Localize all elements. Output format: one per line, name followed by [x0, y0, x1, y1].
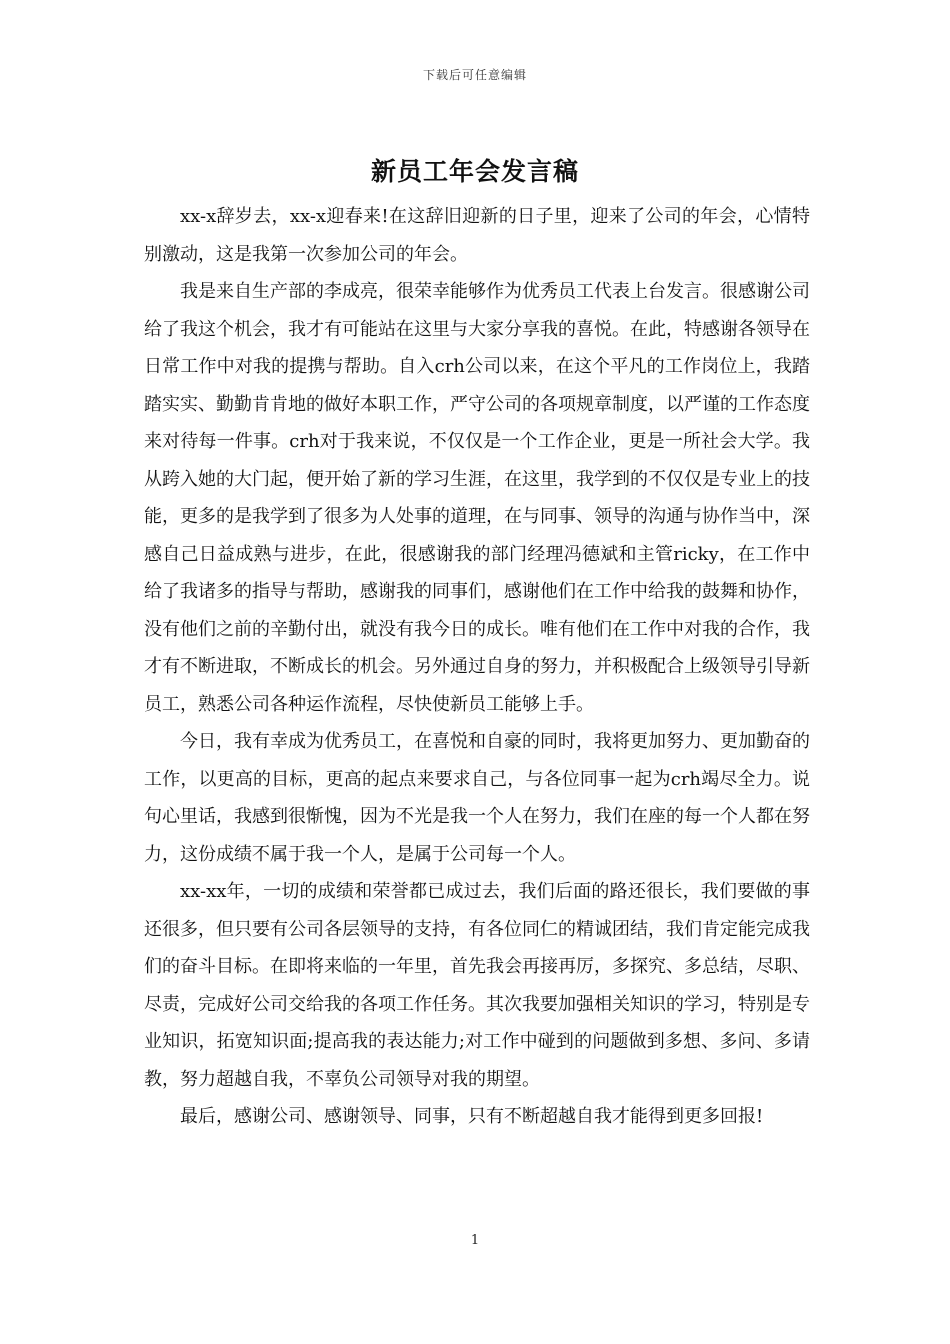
document-title: 新员工年会发言稿: [370, 157, 579, 186]
paragraph-closing: 最后，感谢公司、感谢领导、同事，只有不断超越自我才能得到更多回报!: [180, 1106, 764, 1127]
page-number: 1: [470, 1233, 480, 1248]
page-header-note: 下载后可任意编辑: [422, 68, 527, 82]
paragraph-commitment: 今日，我有幸成为优秀员工，在喜悦和自豪的同时，我将更加努力、更加勤奋的工作，以更高的目标，更高的起点来要求自己，与各位同事一起为crh竭尽全力。说句心里话，我感到很惭愧，因为不光是我一个人在努力，我们在座的每一个人都在努力，这份成绩不属于我一个人，是属于公司每一个人。: [144, 731, 810, 865]
paragraph-future-goals: xx-xx年，一切的成绩和荣誉都已成过去，我们后面的路还很长，我们要做的事还很多，但只要有公司各层领导的支持，有各位同仁的精诚团结，我们肯定能完成我们的奋斗目标。在即将来临的一年里，首先我会再接再厉，多探究、多总结，尽职、尽责，完成好公司交给我的各项工作任务。其次我要加强相关知识的学习，特别是专业知识，拓宽知识面;提高我的表达能力;对工作中碰到的问题做到多想、多问、多请教，努力超越自我，不辜负公司领导对我的期望。: [144, 881, 810, 1090]
document-body: [144, 198, 810, 1136]
paragraph-self-introduction: 我是来自生产部的李成亮，很荣幸能够作为优秀员工代表上台发言。很感谢公司给了我这个机会，我才有可能站在这里与大家分享我的喜悦。在此，特感谢各领导在日常工作中对我的提携与帮助。自入crh公司以来，在这个平凡的工作岗位上，我踏踏实实、勤勤肯肯地的做好本职工作，严守公司的各项规章制度，以严谨的工作态度来对待每一件事。crh对于我来说，不仅仅是一个工作企业，更是一所社会大学。我从跨入她的大门起，便开始了新的学习生涯，在这里，我学到的不仅仅是专业上的技能，更多的是我学到了很多为人处事的道理，在与同事、领导的沟通与协作当中，深感自己日益成熟与进步，在此，很感谢我的部门经理冯德斌和主管ricky，在工作中给了我诸多的指导与帮助，感谢我的同事们，感谢他们在工作中给我的鼓舞和协作，没有他们之前的辛勤付出，就没有我今日的成长。唯有他们在工作中对我的合作，我才有不断进取，不断成长的机会。另外通过自身的努力，并积极配合上级领导引导新员工，熟悉公司各种运作流程，尽快使新员工能够上手。: [144, 281, 810, 715]
paragraph-opening: xx-x辞岁去，xx-x迎春来!在这辞旧迎新的日子里，迎来了公司的年会，心情特别激动，这是我第一次参加公司的年会。: [144, 206, 810, 265]
